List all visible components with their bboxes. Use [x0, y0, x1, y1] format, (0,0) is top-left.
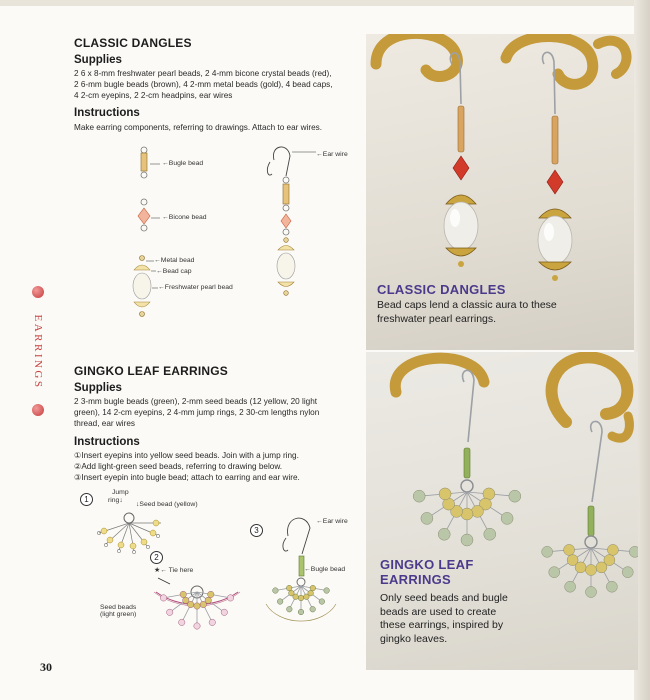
- classic-instructions-line: Make earring components, referring to drawings. Attach to ear wires.: [74, 123, 323, 132]
- seed-bead: [607, 544, 618, 555]
- classic-supplies-line: 2 6 x 8-mm freshwater pearl beads, 2 4-mm bicone crystal beads (red),: [74, 69, 332, 78]
- gingko-caption-title: GINGKO LEAF EARRINGS: [380, 557, 474, 587]
- seed-bead: [227, 595, 233, 601]
- seed-bead: [298, 595, 304, 601]
- gingko-caption-line: Only seed beads and bugle: [380, 592, 508, 604]
- seed-bead: [549, 567, 560, 578]
- seed-bead: [273, 588, 279, 594]
- seed-bead: [167, 609, 173, 615]
- gingko-earrings-photo: [366, 352, 638, 670]
- seed-bead: [413, 490, 425, 502]
- assembled-classic-earring: [267, 147, 316, 295]
- seed-bead: [221, 609, 227, 615]
- seed-bead: [586, 587, 597, 598]
- bugle-bead-component: [141, 147, 160, 178]
- gingko-caption-body: [380, 592, 508, 646]
- step2-drawing: [154, 578, 240, 629]
- seed-bead: [438, 528, 450, 540]
- earrings-tab-label: EARRINGS: [32, 314, 44, 390]
- classic-diagram: [120, 140, 360, 340]
- seed-bead: [324, 588, 330, 594]
- seed-bead: [194, 603, 200, 609]
- classic-supplies-text: [74, 68, 333, 101]
- gingko-supplies-heading: Supplies: [74, 382, 122, 394]
- seed-bead: [439, 488, 451, 500]
- label-jump-ring-line1: Jump: [112, 489, 129, 496]
- gingko-earring-left: [413, 370, 521, 546]
- label-ear-wire-gingko: ←Ear wire: [316, 518, 348, 525]
- seed-bead: [310, 606, 316, 612]
- seed-bead: [200, 601, 206, 607]
- seed-bead: [319, 599, 325, 605]
- tab-dot-icon: [32, 404, 44, 416]
- classic-caption-title: CLASSIC DANGLES: [377, 282, 506, 297]
- gingko-instructions-line: ②Add light-green seed beads, referring to drawing below.: [74, 462, 283, 471]
- label-ear-wire-classic: ←Ear wire: [316, 151, 348, 158]
- pearl-component: [133, 256, 158, 317]
- seed-bead: [586, 565, 597, 576]
- step-2-marker: 2: [150, 551, 163, 564]
- earring-left: [444, 53, 478, 267]
- seed-bead: [629, 546, 638, 557]
- seed-bead: [622, 567, 633, 578]
- seed-bead: [298, 609, 304, 615]
- gingko-instructions-text: [74, 450, 300, 483]
- seed-bead: [194, 623, 200, 629]
- seed-bead: [179, 619, 185, 625]
- classic-dangles-photo: [366, 34, 634, 350]
- gingko-title: GINGKO LEAF EARRINGS: [74, 364, 229, 378]
- seed-bead: [606, 581, 617, 592]
- seed-bead: [564, 544, 575, 555]
- tab-dot-icon: [32, 286, 44, 298]
- seed-bead: [542, 546, 553, 557]
- earrings-section-tab: [30, 286, 46, 422]
- classic-supplies-line: 2 6-mm bugle beads (brown), 4 2-mm metal beads (gold), 4 bead caps,: [74, 80, 333, 89]
- classic-caption-body: [377, 299, 557, 326]
- seed-bead: [501, 512, 513, 524]
- seed-bead: [421, 512, 433, 524]
- classic-supplies-heading: Supplies: [74, 54, 122, 66]
- page-number: 30: [40, 660, 52, 674]
- gingko-caption-line: gingko leaves.: [380, 632, 448, 645]
- seed-bead: [287, 606, 293, 612]
- label-tie-here: ★← Tie here: [154, 567, 194, 574]
- seed-bead: [471, 505, 483, 517]
- seed-bead: [304, 594, 310, 600]
- seed-bead: [289, 590, 295, 596]
- gingko-supplies-text: [74, 396, 319, 429]
- classic-caption-line: Bead caps lend a classic aura to these: [377, 299, 557, 311]
- gingko-instructions-heading: Instructions: [74, 436, 140, 448]
- page-top-edge: [0, 0, 650, 6]
- label-jump-ring-line2: ring↓: [108, 497, 123, 504]
- seed-bead: [567, 555, 578, 566]
- gingko-instructions-line: ③Insert eyepin into bugle bead; attach to earring and ear wire.: [74, 473, 300, 482]
- bicone-bead-component: [138, 199, 160, 231]
- seed-bead: [596, 562, 607, 573]
- seed-bead: [160, 595, 166, 601]
- seed-bead: [461, 534, 473, 546]
- label-seed-bead-yellow: ↓Seed bead (yellow): [136, 501, 198, 508]
- label-bicone-bead: ←Bicone bead: [162, 214, 207, 221]
- step-3-marker: 3: [250, 524, 263, 537]
- seed-bead: [286, 585, 292, 591]
- classic-supplies-line: 4 2-cm eyepins, 2 2-cm headpins, ear wires: [74, 91, 233, 100]
- gingko-supplies-line: green), 14 2-cm eyepins, 2 4-mm jump rings, 2 30-cm lengths nylon: [74, 408, 320, 417]
- gingko-caption-line: beads are used to create: [380, 605, 497, 618]
- gingko-instructions-line: ①Insert eyepins into yellow seed beads. Join with a jump ring.: [74, 451, 299, 460]
- label-freshwater-pearl: ←Freshwater pearl bead: [158, 284, 233, 291]
- seed-bead: [277, 599, 283, 605]
- classic-title: CLASSIC DANGLES: [74, 36, 192, 50]
- gingko-supplies-line: 2 3-mm bugle beads (green), 2-mm seed beads (12 yellow, 20 light: [74, 397, 318, 406]
- step-1-marker: 1: [80, 493, 93, 506]
- label-bead-cap: ←Bead cap: [156, 268, 192, 275]
- seed-bead: [180, 591, 186, 597]
- seed-bead: [209, 619, 215, 625]
- gingko-supplies-line: thread, ear wires: [74, 419, 135, 428]
- gingko-earring-right: [542, 421, 638, 597]
- label-seed-beads-green: Seed beads (light green): [100, 604, 137, 618]
- label-metal-bead: ←Metal bead: [154, 257, 195, 264]
- gingko-diagram: [74, 488, 364, 658]
- seed-bead: [183, 597, 189, 603]
- seed-bead: [484, 528, 496, 540]
- step1-drawing: [97, 513, 161, 554]
- seed-bead: [461, 508, 473, 520]
- classic-instructions-text: [74, 122, 322, 133]
- seed-bead: [509, 490, 521, 502]
- seed-bead: [310, 585, 316, 591]
- classic-caption-line: freshwater pearl earrings.: [377, 312, 497, 325]
- label-bugle-bead-gingko: ←Bugle bead: [304, 566, 346, 573]
- label-bugle-bead: ←Bugle bead: [162, 160, 204, 167]
- classic-instructions-heading: Instructions: [74, 107, 140, 119]
- gingko-caption-line: these earrings, inspired by: [380, 619, 504, 631]
- seed-bead: [565, 581, 576, 592]
- seed-bead: [208, 591, 214, 597]
